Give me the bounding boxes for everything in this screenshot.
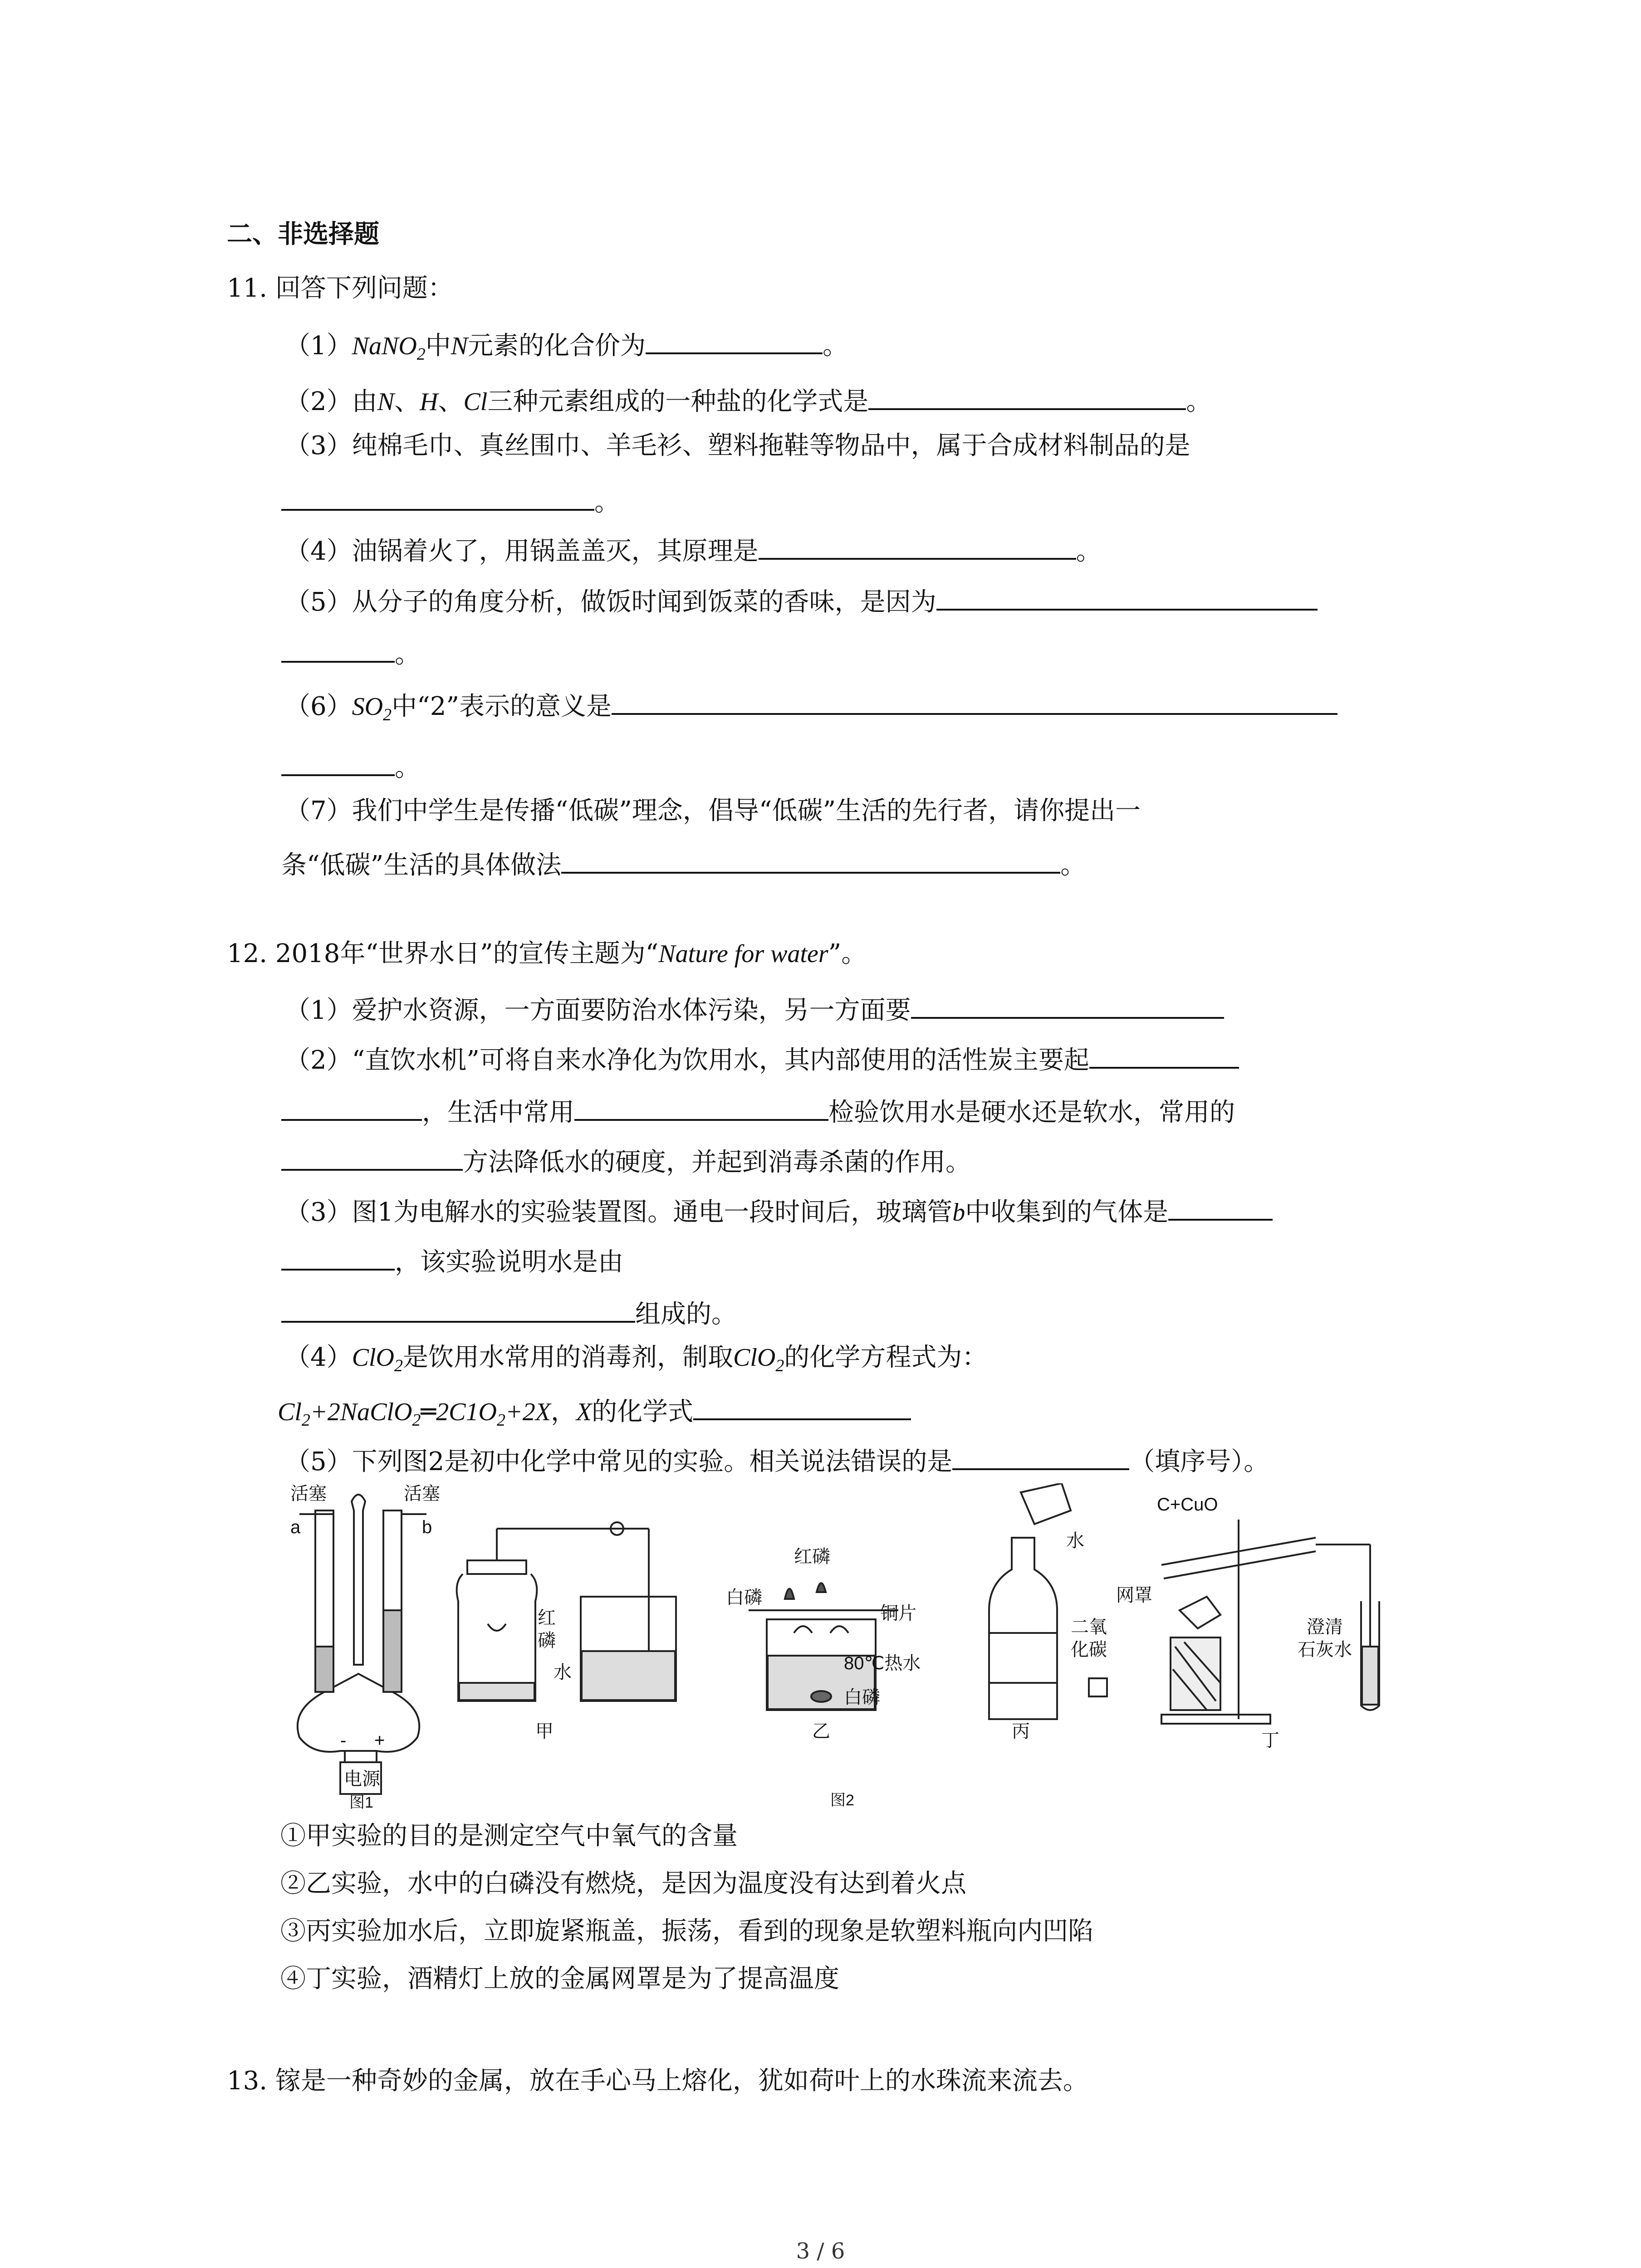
answer-blank[interactable] <box>281 1145 463 1171</box>
label-bing-co2-a: 二氧 <box>1071 1617 1107 1637</box>
q11-part1: （1）NaNO$_2$中N元素的化合价为 。 <box>285 329 848 363</box>
q12-option-3: ③丙实验加水后，立即旋紧瓶盖，振荡，看到的现象是软塑料瓶向内凹陷 <box>280 1916 1093 1946</box>
label-jia: 甲 <box>535 1721 554 1741</box>
label-fig2: 图2 <box>830 1792 854 1809</box>
q12-part4: （4）ClO$_2$是饮用水常用的消毒剂，制取ClO$_2$的化学方程式为： <box>285 1343 988 1376</box>
label-bing-co2-b: 化碳 <box>1071 1640 1107 1660</box>
electrolysis-apparatus <box>298 1495 426 1794</box>
label-ding-mesh: 网罩 <box>1116 1585 1152 1605</box>
q13-stem: 13. 镓是一种奇妙的金属，放在手心马上熔化，犹如荷叶上的水珠流来流去。 <box>227 2066 1088 2096</box>
q11-part3: （3）纯棉毛巾、真丝围巾、羊毛衫、塑料拖鞋等物品中，属于合成材料制品的是 <box>285 431 1190 460</box>
q11-part6-cont: 。 <box>281 751 420 781</box>
answer-blank[interactable] <box>693 1395 911 1420</box>
q12-part3-cont1: ，该实验说明水是由 <box>281 1245 623 1275</box>
label-jia-shui: 水 <box>554 1662 572 1682</box>
q11-part7: （7）我们中学生是传播“低碳”理念，倡导“低碳”生活的先行者，请你提出一 <box>285 796 1141 826</box>
q11-stem: 11. 回答下列问题： <box>227 274 453 303</box>
answer-blank[interactable] <box>281 1297 635 1323</box>
q12-part5: （5）下列图2是初中化学中常见的实验。相关说法错误的是 （填序号）。 <box>285 1445 1269 1475</box>
section-title: 二、非选择题 <box>227 219 379 249</box>
label-ding-lime-a: 澄清 <box>1307 1617 1343 1637</box>
answer-blank[interactable] <box>281 751 395 776</box>
label-bing: 丙 <box>1012 1721 1030 1741</box>
q12-part2-cont1: ，生活中常用 检验饮用水是硬水还是软水，常用的 <box>281 1095 1235 1125</box>
apparatus-ding <box>1161 1520 1379 1724</box>
q12-stem: 12. 2018年“世界水日”的宣传主题为“Nature for water”。 <box>227 939 867 968</box>
q12-part3-cont2: 组成的。 <box>281 1297 737 1327</box>
answer-blank[interactable] <box>759 534 1076 560</box>
answer-blank[interactable] <box>612 689 1337 715</box>
answer-blank[interactable] <box>1168 1195 1273 1221</box>
label-power: 电源 <box>344 1769 380 1789</box>
q12-option-4: ④丁实验，酒精灯上放的金属网罩是为了提高温度 <box>280 1964 839 1994</box>
label-ding-ccuo: C+CuO <box>1157 1495 1218 1515</box>
answer-blank[interactable] <box>281 1245 395 1271</box>
label-yi-white-p-top: 白磷 <box>726 1588 762 1608</box>
q12-part1: （1）爱护水资源，一方面要防治水体污染，另一方面要 <box>285 993 1224 1023</box>
answer-blank[interactable] <box>911 993 1224 1019</box>
answer-blank[interactable] <box>868 385 1186 410</box>
q11-part2: （2）由N、H、Cl三种元素组成的一种盐的化学式是 。 <box>285 385 1211 415</box>
answer-blank[interactable] <box>574 1095 828 1121</box>
q11-part5: （5）从分子的角度分析，做饭时闻到饭菜的香味，是因为 <box>285 585 1318 615</box>
answer-blank[interactable] <box>952 1445 1129 1470</box>
label-tube-b: b <box>422 1517 432 1537</box>
answer-blank[interactable] <box>646 329 823 354</box>
label-jia-lin: 磷 <box>538 1631 556 1651</box>
q12-part2-cont2: 方法降低水的硬度，并起到消毒杀菌的作用。 <box>281 1145 971 1175</box>
page-number: 3 / 6 <box>796 2239 845 2264</box>
label-minus: - <box>340 1730 347 1750</box>
q12-option-2: ②乙实验，水中的白磷没有燃烧，是因为温度没有达到着火点 <box>280 1869 966 1898</box>
label-plus: + <box>374 1730 385 1750</box>
label-fig1: 图1 <box>349 1794 373 1810</box>
label-yi-copper: 铜片 <box>880 1603 916 1623</box>
label-ding: 丁 <box>1261 1730 1279 1750</box>
q11-part4: （4）油锅着火了，用锅盖盖灭，其原理是 。 <box>285 534 1102 564</box>
q12-part2: （2）“直饮水机”可将自来水净化为饮用水，其内部使用的活性炭主要起 <box>285 1043 1239 1073</box>
answer-blank[interactable] <box>281 485 594 511</box>
answer-blank[interactable] <box>281 1095 422 1121</box>
q11-part6: $(6)SO_2$中“2”表示的意义是 <box>285 689 1337 723</box>
q12-part4-equation: $Cl_2+2NaClO_2═2C1O_2+2X$，X的化学式 <box>278 1395 911 1429</box>
answer-blank[interactable] <box>1089 1043 1239 1069</box>
q12-part3: （3）图1为电解水的实验装置图。通电一段时间后，玻璃管b中收集到的气体是 <box>285 1195 1273 1225</box>
label-yi-red-p: 红磷 <box>794 1547 830 1567</box>
label-jia-hong: 红 <box>538 1608 556 1628</box>
label-yi-white-p-bottom: 白磷 <box>844 1687 880 1707</box>
answer-blank[interactable] <box>936 585 1318 611</box>
label-valve-right: 活塞 <box>404 1484 440 1504</box>
experiment-figure <box>272 1483 1434 1810</box>
answer-blank[interactable] <box>561 848 1060 874</box>
label-tube-a: a <box>290 1517 301 1537</box>
label-valve-left: 活塞 <box>290 1484 327 1504</box>
label-bing-water: 水 <box>1066 1531 1084 1551</box>
label-yi-hot-water: 80℃热水 <box>844 1653 921 1673</box>
q11-part3-cont: 。 <box>281 485 620 515</box>
label-yi: 乙 <box>812 1721 830 1741</box>
apparatus-bing <box>989 1483 1107 1719</box>
label-ding-lime-b: 石灰水 <box>1298 1640 1352 1660</box>
q12-option-1: ①甲实验的目的是测定空气中氧气的含量 <box>280 1821 738 1851</box>
answer-blank[interactable] <box>281 637 395 663</box>
q11-part7-cont: 条“低碳”生活的具体做法 。 <box>281 848 1086 878</box>
q11-part5-cont: 。 <box>281 637 420 667</box>
